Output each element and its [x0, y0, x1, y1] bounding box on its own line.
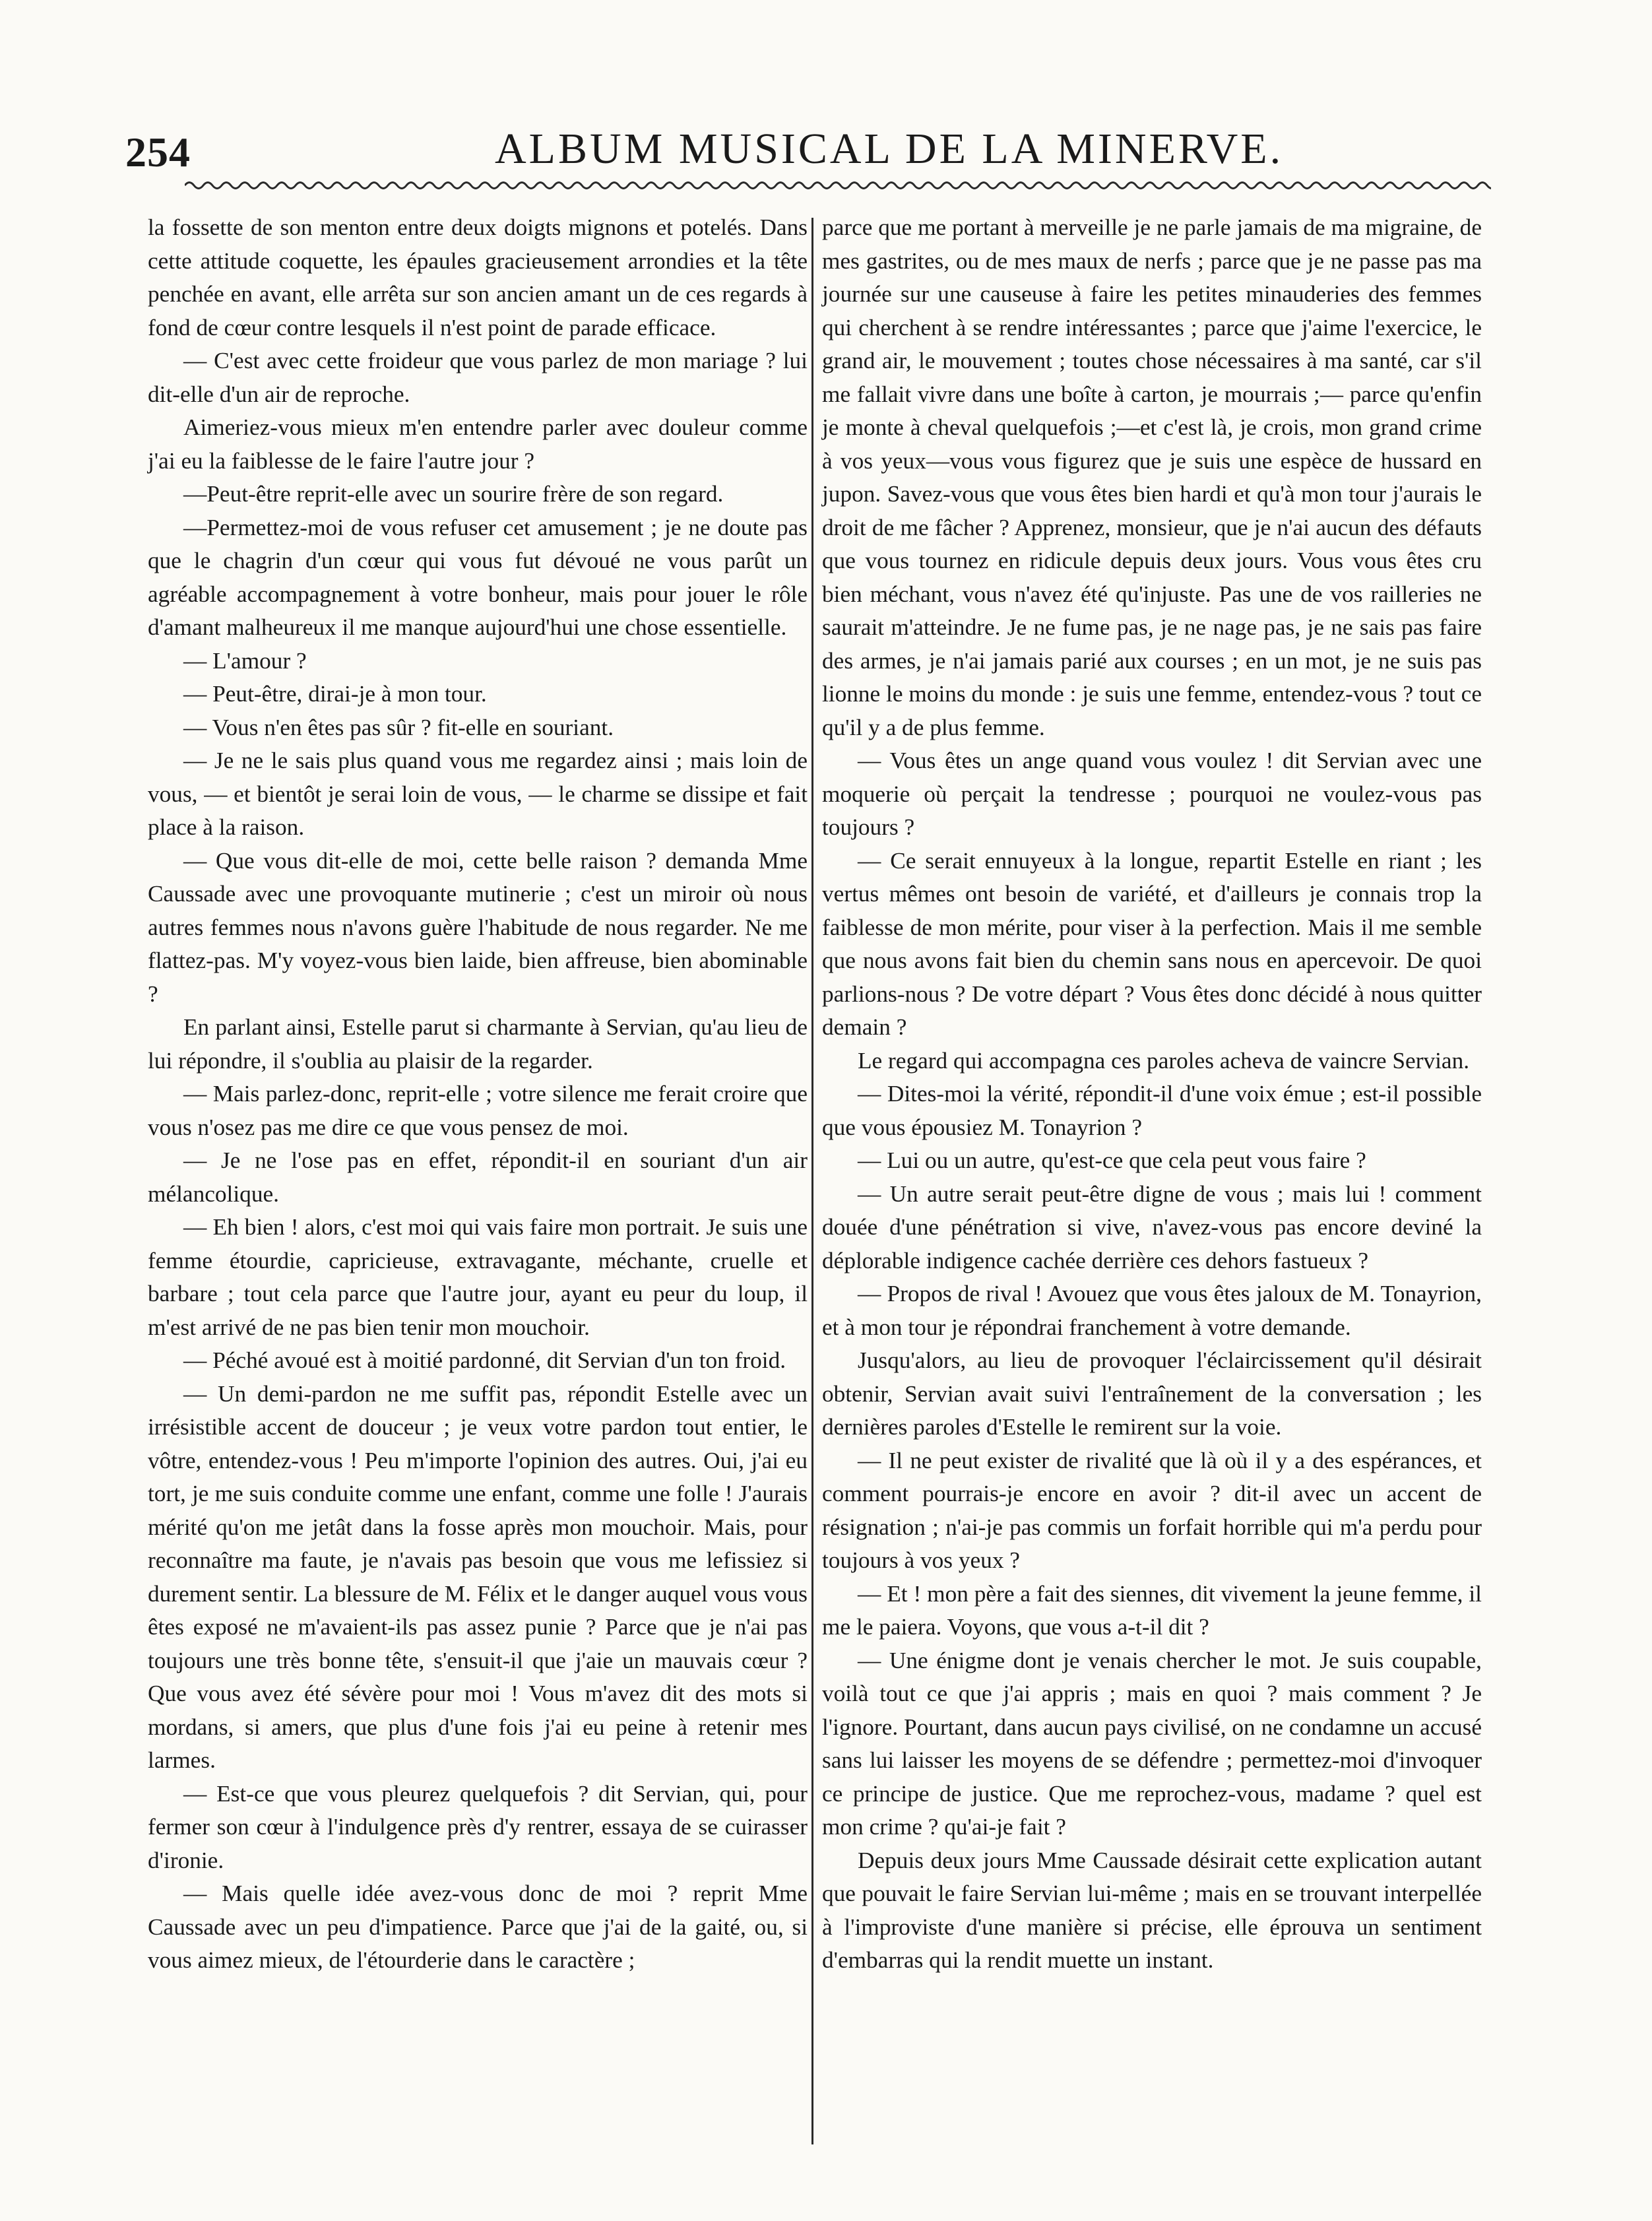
left-column [148, 211, 808, 1978]
paragraph: — Ce serait ennuyeux à la longue, repartit Estelle en riant ; les vertus mêmes ont besoin de variété, et d'ailleurs je connais trop la faiblesse de mon mérite, pour viser à la perfection. Mais il me semble que nous avons fait bien du chemin sans nous en apercevoir. De quoi parlions-nous ? De votre départ ? Vous êtes donc décidé à nous quitter demain ? [822, 847, 1482, 1040]
paragraph: Depuis deux jours Mme Caussade désirait cette explication autant que pouvait le faire Servian lui-même ; mais en se trouvant interpellée à l'improviste d'une manière si précise, elle éprouva un sentiment d'embarras qui la rendit muette un instant. [822, 1847, 1482, 1973]
page-header [125, 119, 1484, 185]
paragraph: En parlant ainsi, Estelle parut si charmante à Servian, qu'au lieu de lui répondre, il s'oublia au plaisir de la regarder. [148, 1014, 808, 1074]
paragraph: — Vous êtes un ange quand vous voulez ! dit Servian avec une moquerie où perçait la tendresse ; pourquoi ne voulez-vous pas toujours ? [822, 748, 1482, 840]
paragraph: — Eh bien ! alors, c'est moi qui vais faire mon portrait. Je suis une femme étourdie, capricieuse, extravagante, méchante, cruelle et barbare ; tout cela parce que l'autre jour, ayant eu peur du loup, il m'est arrivé de ne pas bien tenir mon mouchoir. [148, 1214, 808, 1340]
paragraph: — Je ne le sais plus quand vous me regardez ainsi ; mais loin de vous, — et bientôt je serai loin de vous, — le charme se dissipe et fait place à la raison. [148, 748, 808, 840]
paragraph: — Lui ou un autre, qu'est-ce que cela peut vous faire ? [858, 1147, 1366, 1173]
paragraph: — Mais parlez-donc, reprit-elle ; votre silence me ferait croire que vous n'osez pas me dire ce que vous pensez de moi. [148, 1081, 808, 1140]
column-divider [811, 218, 813, 2144]
paragraph: — Péché avoué est à moitié pardonné, dit Servian d'un ton froid. [183, 1347, 786, 1373]
paragraph: — Une énigme dont je venais chercher le mot. Je suis coupable, voilà tout ce que j'ai appris ; mais en quoi ? mais comment ? Je l'ignore. Pourtant, dans aucun pays civilisé, on ne condamne un accusé sans lui laisser les moyens de se défendre ; permettez-moi d'invoquer ce principe de justice. Que me reprochez-vous, madame ? quel est mon crime ? qu'ai-je fait ? [822, 1647, 1482, 1840]
paragraph: Le regard qui accompagna ces paroles acheva de vaincre Servian. [858, 1047, 1470, 1074]
paragraph: la fossette de son menton entre deux doigts mignons et potelés. Dans cette attitude coquette, les épaules gracieusement arrondies et la tête penchée en avant, elle arrêta sur son ancien amant un de ces regards à fond de cœur contre lesquels il n'est point de parade efficace. [148, 214, 808, 340]
paragraph: — Que vous dit-elle de moi, cette belle raison ? demanda Mme Caussade avec une provoquante mutinerie ; c'est un miroir où nous autres femmes nous n'avons guère l'habitude de nous regarder. Ne me flattez-pas. M'y voyez-vous bien laide, bien affreuse, bien abominable ? [148, 847, 808, 1007]
right-column [822, 211, 1482, 1978]
paragraph: — Mais quelle idée avez-vous donc de moi ? reprit Mme Caussade avec un peu d'impatience. Parce que j'ai de la gaité, ou, si vous aimez mieux, de l'étourderie dans le caractère ; [148, 1881, 808, 1973]
paragraph: Aimeriez-vous mieux m'en entendre parler avec douleur comme j'ai eu la faiblesse de le faire l'autre jour ? [148, 414, 808, 474]
paragraph: — Vous n'en êtes pas sûr ? fit-elle en souriant. [183, 714, 614, 740]
paragraph: — L'amour ? [183, 647, 307, 674]
paragraph: — Propos de rival ! Avouez que vous êtes jaloux de M. Tonayrion, et à mon tour je répondrai franchement à votre demande. [822, 1281, 1482, 1340]
paragraph: —Permettez-moi de vous refuser cet amusement ; je ne doute pas que le chagrin d'un cœur qui vous fut dévoué ne vous parût un agréable accompagnement à votre bonheur, mais pour jouer le rôle d'amant malheureux il me manque aujourd'hui une chose essentielle. [148, 514, 808, 640]
paragraph: — Un demi-pardon ne me suffit pas, répondit Estelle avec un irrésistible accent de douceur ; je veux votre pardon tout entier, le vôtre, entendez-vous ! Peu m'importe l'opinion des autres. Oui, j'ai eu tort, je me suis conduite comme une enfant, comme une folle ! J'aurais mérité qu'on me jetât dans la fosse après mon mouchoir. Mais, pour reconnaître ma faute, je n'avais pas besoin que vous me lefissiez si durement sentir. La blessure de M. Félix et le danger auquel vous vous êtes exposé ne m'avaient-ils pas assez punie ? Parce que je n'ai pas toujours une très bonne tête, s'ensuit-il que j'aie un mauvais cœur ? Que vous avez été sévère pour moi ! Vous m'avez dit des mots si mordans, si amers, que plus d'une fois j'ai eu peine à retenir mes larmes. [148, 1380, 808, 1773]
ornamental-rule [185, 178, 1491, 193]
running-title: ALBUM MUSICAL DE LA MINERVE. [495, 125, 1284, 173]
paragraph: — Dites-moi la vérité, répondit-il d'une voix émue ; est-il possible que vous épousiez M. Tonayrion ? [822, 1081, 1482, 1140]
paragraph: — Et ! mon père a fait des siennes, dit vivement la jeune femme, il me le paiera. Voyons, que vous a-t-il dit ? [822, 1580, 1482, 1640]
paragraph: Jusqu'alors, au lieu de provoquer l'éclaircissement qu'il désirait obtenir, Servian avait suivi l'entraînement de la conversation ; les dernières paroles d'Estelle le remirent sur la voie. [822, 1347, 1482, 1440]
paragraph: — Un autre serait peut-être digne de vous ; mais lui ! comment douée d'une pénétration si vive, n'avez-vous pas encore deviné la déplorable indigence cachée derrière ces dehors fastueux ? [822, 1180, 1482, 1273]
paragraph: — Il ne peut exister de rivalité que là où il y a des espérances, et comment pourrais-je encore en avoir ? dit-il avec un accent de résignation ; n'ai-je pas commis un forfait horrible qui m'a perdu pour toujours à vos yeux ? [822, 1447, 1482, 1573]
paragraph: parce que me portant à merveille je ne parle jamais de ma migraine, de mes gastrites, ou de mes maux de nerfs ; parce que je ne passe pas ma journée sur une causeuse à faire les petites minauderies des femmes qui cherchent à se rendre intéressantes ; parce que j'aime l'exercice, le grand air, le mouvement ; toutes chose nécessaires à ma santé, car s'il me fallait vivre dans une boîte à carton, je mourrais ;— parce qu'enfin je monte à cheval quelquefois ;—et c'est là, je crois, mon grand crime à vos yeux—vous vous figurez que je suis une espèce de hussard en jupon. Savez-vous que vous êtes bien hardi et qu'à mon tour j'aurais le droit de me fâcher ? Apprenez, monsieur, que je n'ai aucun des défauts que vous tournez en ridicule depuis deux jours. Vous vous êtes cru bien méchant, vous n'avez été qu'injuste. Pas une de vos railleries ne saurait m'atteindre. Je ne fume pas, je ne nage pas, je ne sais pas faire des armes, je n'ai jamais parié aux courses ; en un mot, je ne suis pas lionne le moins du monde : je suis une femme, entendez-vous ? tout ce qu'il y a de plus femme. [822, 214, 1482, 740]
paragraph: — Est-ce que vous pleurez quelquefois ? dit Servian, qui, pour fermer son cœur à l'indulgence près d'y rentrer, essaya de se cuirasser d'ironie. [148, 1780, 808, 1873]
paragraph: —Peut-être reprit-elle avec un sourire frère de son regard. [183, 481, 724, 507]
paragraph: — Je ne l'ose pas en effet, répondit-il en souriant d'un air mélancolique. [148, 1147, 808, 1207]
page-number: 254 [125, 129, 191, 176]
paragraph: — Peut-être, dirai-je à mon tour. [183, 681, 487, 707]
paragraph: — C'est avec cette froideur que vous parlez de mon mariage ? lui dit-elle d'un air de reproche. [148, 348, 808, 407]
